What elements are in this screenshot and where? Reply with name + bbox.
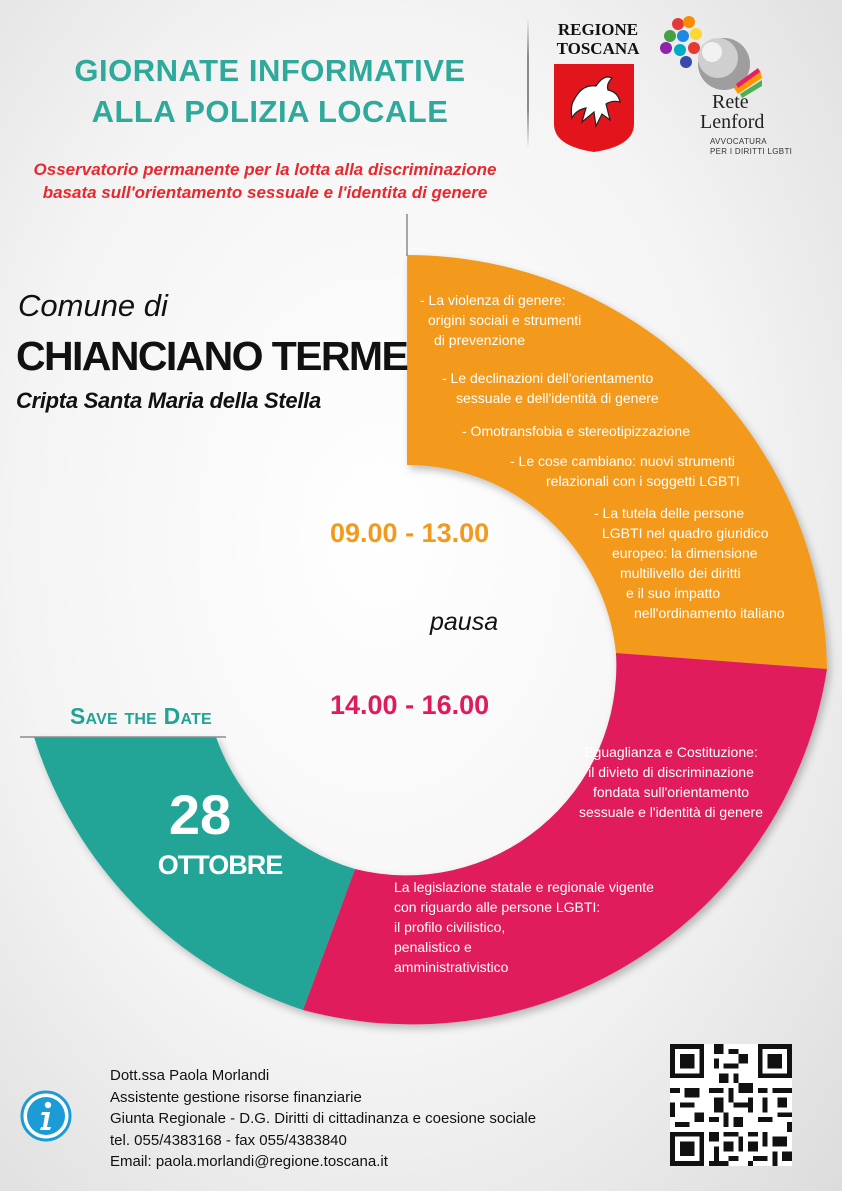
rete-line2: Lenford: [700, 111, 765, 133]
topic-line: sessuale e l'identità di genere: [578, 804, 764, 820]
topic-line: fondata sull'orientamento: [593, 784, 749, 800]
city-name: CHIANCIANO TERME: [16, 333, 408, 379]
afternoon-topic-1: [556, 742, 786, 822]
topic-line: nell'ordinamento italiano: [634, 605, 785, 621]
topic-line: penalistico e: [394, 939, 472, 955]
topic-line: il divieto di discriminazione: [588, 764, 754, 780]
topic-line: - Omotransfobia e stereotipizzazione: [462, 423, 690, 439]
afternoon-time: 14.00 - 16.00: [330, 690, 490, 720]
morning-topic-5: [594, 503, 785, 623]
rete-line1: Rete: [712, 91, 749, 113]
save-the-date-label: Save the Date: [70, 703, 212, 729]
subtitle-line1: Osservatorio permanente per la lotta alla discriminazione: [33, 160, 497, 179]
qr-code-icon[interactable]: [670, 1043, 792, 1167]
contact-name: Dott.ssa Paola Morlandi: [110, 1067, 270, 1084]
topic-line: origini sociali e strumenti: [428, 312, 582, 328]
topic-line: europeo: la dimensione: [612, 545, 758, 561]
rete-sub2: PER I DIRITTI LGBTI: [710, 147, 793, 156]
topic-line: il profilo civilistico,: [394, 919, 506, 935]
morning-topic-4: [510, 451, 740, 491]
regione-toscana-shield-icon: [552, 62, 636, 154]
header-divider: [527, 18, 529, 148]
comune-label: Comune di: [18, 288, 168, 323]
topic-line: La legislazione statale e regionale vigente: [394, 879, 654, 895]
rete-lenford-name: [700, 92, 810, 132]
topic-line: multilivello dei diritti: [620, 565, 741, 581]
topic-line: amministrativistico: [394, 959, 509, 975]
topic-line: e il suo impatto: [626, 585, 721, 601]
contact-office: Giunta Regionale - D.G. Diritti di cittadinanza e coesione sociale: [110, 1110, 537, 1127]
title-line1: GIORNATE INFORMATIVE: [74, 53, 466, 88]
event-day: 28: [168, 783, 232, 846]
topic-line: - Le cose cambiano: nuovi strumenti: [510, 453, 735, 469]
topic-line: LGBTI nel quadro giuridico: [602, 525, 769, 541]
topic-line: Eguaglianza e Costituzione:: [584, 744, 758, 760]
topic-line: - La violenza di genere:: [420, 292, 566, 308]
topic-line: sessuale e dell'identità di genere: [456, 390, 659, 406]
subtitle-line2: basata sull'orientamento sessuale e l'identita di genere: [42, 183, 488, 202]
regione-line1: REGIONE: [557, 20, 639, 39]
topic-line: con riguardo alle persone LGBTI:: [394, 899, 601, 915]
topic-line: - Le declinazioni dell'orientamento: [442, 370, 654, 386]
title-line2: ALLA POLIZIA LOCALE: [91, 94, 449, 129]
morning-topic-3: [462, 421, 690, 441]
contact-phone: tel. 055/4383168 - fax 055/4383840: [110, 1131, 347, 1149]
contact-role: Assistente gestione risorse finanziarie: [110, 1088, 362, 1106]
rete-lenford-subtitle: [710, 137, 820, 157]
afternoon-topic-2: [394, 877, 654, 977]
morning-time: 09.00 - 13.00: [330, 518, 490, 548]
rete-sub1: AVVOCATURA: [710, 137, 767, 146]
info-icon: [20, 1090, 72, 1142]
morning-topic-1: [420, 290, 581, 350]
regione-toscana-name: [548, 20, 648, 58]
regione-line2: TOSCANA: [556, 39, 640, 58]
topic-line: - La tutela delle persone: [594, 505, 745, 521]
contact-email[interactable]: Email: paola.morlandi@regione.toscana.it: [110, 1153, 388, 1170]
topic-line: di prevenzione: [434, 332, 526, 348]
morning-topic-2: [442, 368, 659, 408]
event-title: [20, 50, 520, 132]
event-month: OTTOBRE: [157, 850, 283, 880]
event-subtitle: [0, 158, 530, 204]
contact-info: [110, 1065, 536, 1173]
break-label: pausa: [430, 608, 499, 636]
topic-line: relazionali con i soggetti LGBTI: [546, 473, 740, 489]
venue-name: Cripta Santa Maria della Stella: [16, 388, 321, 413]
